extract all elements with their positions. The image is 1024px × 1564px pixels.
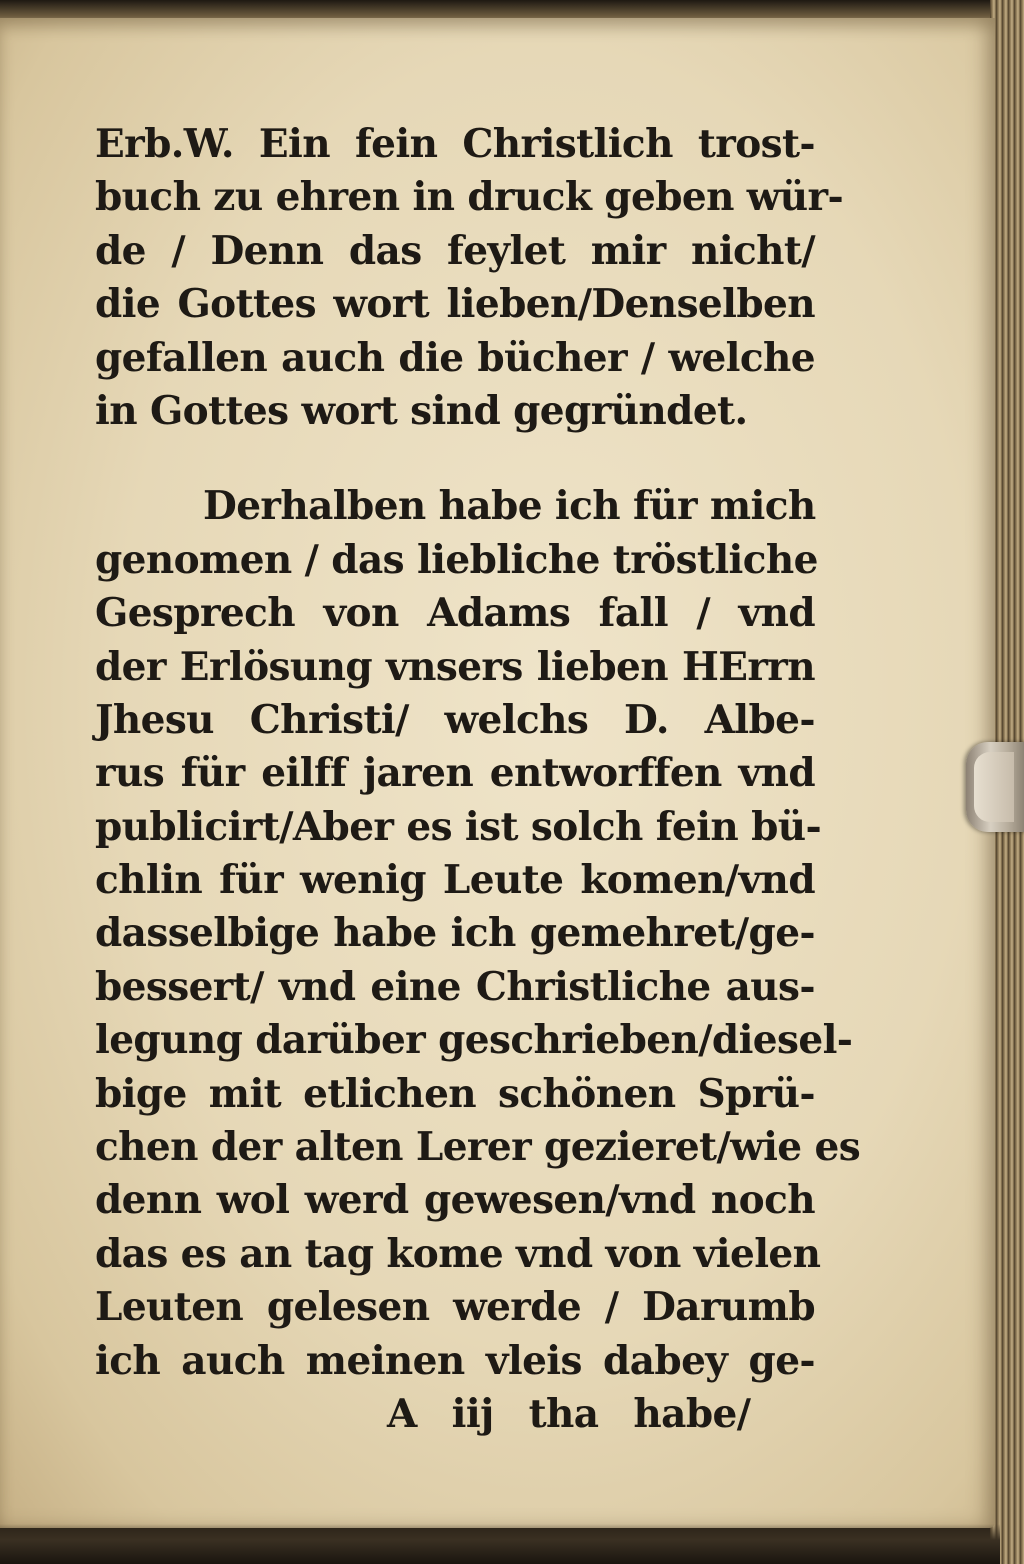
text-line: in Gottes wort sind gegründet. bbox=[95, 387, 748, 434]
signature-mark: A bbox=[387, 1390, 417, 1437]
text-line: bessert/ vnd eine Christliche aus- bbox=[95, 963, 815, 1010]
text-line: Gesprech von Adams fall / vnd bbox=[95, 590, 815, 637]
body-text bbox=[95, 118, 861, 1441]
text-line: Leuten gelesen werde / Darumb bbox=[95, 1284, 815, 1331]
text-line: das es an tag kome vnd von vielen bbox=[95, 1230, 821, 1277]
folio-number: iij bbox=[451, 1390, 494, 1437]
text-line: Derhalben habe ich für mich bbox=[203, 483, 816, 530]
text-line: chlin für wenig Leute komen/vnd bbox=[95, 857, 815, 904]
text-line: denn wol werd gewesen/vnd noch bbox=[95, 1177, 815, 1224]
text-line: der Erlösung vnsers lieben HErrn bbox=[95, 643, 815, 690]
text-line: dasselbige habe ich gemehret/ge- bbox=[95, 910, 815, 957]
catchword: tha habe/ bbox=[528, 1390, 751, 1437]
metal-clasp-inner bbox=[974, 752, 1014, 822]
text-line: gefallen auch die bücher / welche bbox=[95, 334, 815, 381]
text-line: genomen / das liebliche tröstliche bbox=[95, 536, 818, 583]
text-line: publicirt/Aber es ist solch fein bü- bbox=[95, 803, 822, 850]
text-line: Erb.W. Ein fein Christlich trost- bbox=[95, 121, 815, 167]
text-line: die Gottes wort lieben/Denselben bbox=[95, 281, 815, 328]
paragraph-gap bbox=[95, 438, 815, 480]
text-line: rus für eilff jaren entworffen vnd bbox=[95, 750, 815, 797]
text-line: Jhesu Christi/ welchs D. Albe- bbox=[95, 696, 815, 743]
text-line: bige mit etlichen schönen Sprü- bbox=[95, 1070, 815, 1117]
text-line: chen der alten Lerer gezieret/wie es bbox=[95, 1124, 861, 1171]
page-footer-line bbox=[95, 1388, 815, 1441]
paragraph-2 bbox=[95, 480, 861, 1388]
text-line: legung darüber geschrieben/diesel- bbox=[95, 1017, 853, 1064]
text-line: ich auch meinen vleis dabey ge- bbox=[95, 1337, 815, 1384]
paragraph-1 bbox=[95, 118, 844, 438]
page-bottom-shadow bbox=[0, 1524, 1000, 1564]
text-line: buch zu ehren in druck geben wür- bbox=[95, 174, 844, 221]
text-line: de / Denn das feylet mir nicht/ bbox=[95, 227, 815, 274]
